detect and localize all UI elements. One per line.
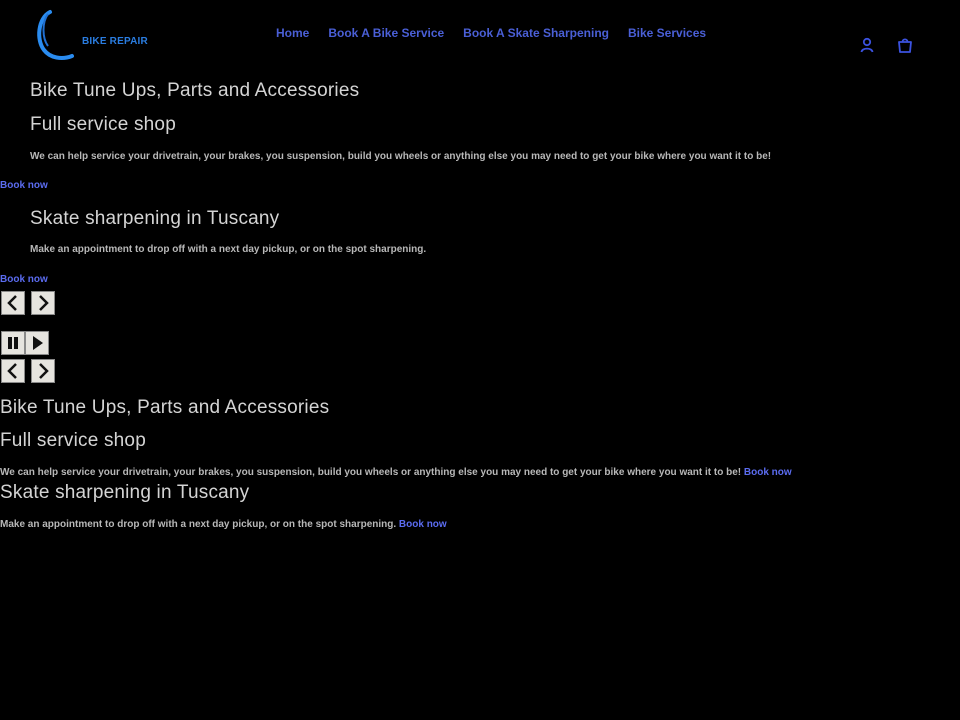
account-icon[interactable]: [858, 36, 876, 54]
slide-2-text: Make an appointment to drop off with a next day pickup, or on the spot sharpening.: [30, 244, 427, 255]
slide-2-book-now-link[interactable]: Book now: [0, 274, 48, 285]
slide-1-text: We can help service your drivetrain, your brakes, you suspension, build you wheels or anything else you may need to get your bike where you want it to be!: [30, 151, 772, 162]
list-slide-1-book-now-link[interactable]: Book now: [743, 467, 792, 478]
list-slide-2-book-now-link[interactable]: Book now: [398, 519, 447, 530]
bike-repair-logo-icon: [36, 8, 86, 62]
chevron-left-icon: [2, 292, 24, 314]
slideshow-play-button[interactable]: [25, 331, 49, 355]
slide-1-book-now-link[interactable]: Book now: [0, 180, 48, 191]
slideshow-prev-button[interactable]: [1, 291, 25, 315]
main-nav: [276, 26, 725, 40]
slideshow-pause-button[interactable]: [1, 331, 25, 355]
cart-icon[interactable]: [896, 36, 914, 54]
slideshow-prev-button-2[interactable]: [1, 359, 25, 383]
logo-text: BIKE REPAIR: [82, 36, 148, 47]
play-icon: [26, 332, 48, 354]
nav-home[interactable]: Home: [276, 26, 310, 40]
list-slide-2-text: Make an appointment to drop off with a next day pickup, or on the spot sharpening.: [0, 519, 397, 530]
chevron-left-icon: [2, 360, 24, 382]
chevron-right-icon: [32, 360, 54, 382]
list-slide-2-text-row: [0, 519, 447, 530]
slide-1-subtitle: Full service shop: [30, 114, 176, 135]
slide-1-title: Bike Tune Ups, Parts and Accessories: [30, 80, 360, 101]
chevron-right-icon: [32, 292, 54, 314]
site-logo[interactable]: [36, 8, 176, 62]
slideshow-next-button[interactable]: [31, 291, 55, 315]
nav-book-bike-service[interactable]: Book A Bike Service: [328, 26, 445, 40]
list-slide-1-subtitle: Full service shop: [0, 430, 146, 451]
list-slide-1-text: We can help service your drivetrain, your brakes, you suspension, build you wheels or anything else you may need to get your bike where you want it to be!: [0, 467, 742, 478]
nav-bike-services[interactable]: Bike Services: [627, 26, 707, 40]
slide-2-title: Skate sharpening in Tuscany: [30, 208, 280, 229]
list-slide-2-title: Skate sharpening in Tuscany: [0, 482, 250, 503]
header-icons: [858, 36, 914, 54]
list-slide-1-title: Bike Tune Ups, Parts and Accessories: [0, 397, 330, 418]
pause-icon: [2, 332, 24, 354]
slideshow-next-button-2[interactable]: [31, 359, 55, 383]
list-slide-1-text-row: [0, 467, 792, 478]
site-header: [0, 0, 960, 72]
nav-book-skate-sharpening[interactable]: Book A Skate Sharpening: [463, 26, 609, 40]
